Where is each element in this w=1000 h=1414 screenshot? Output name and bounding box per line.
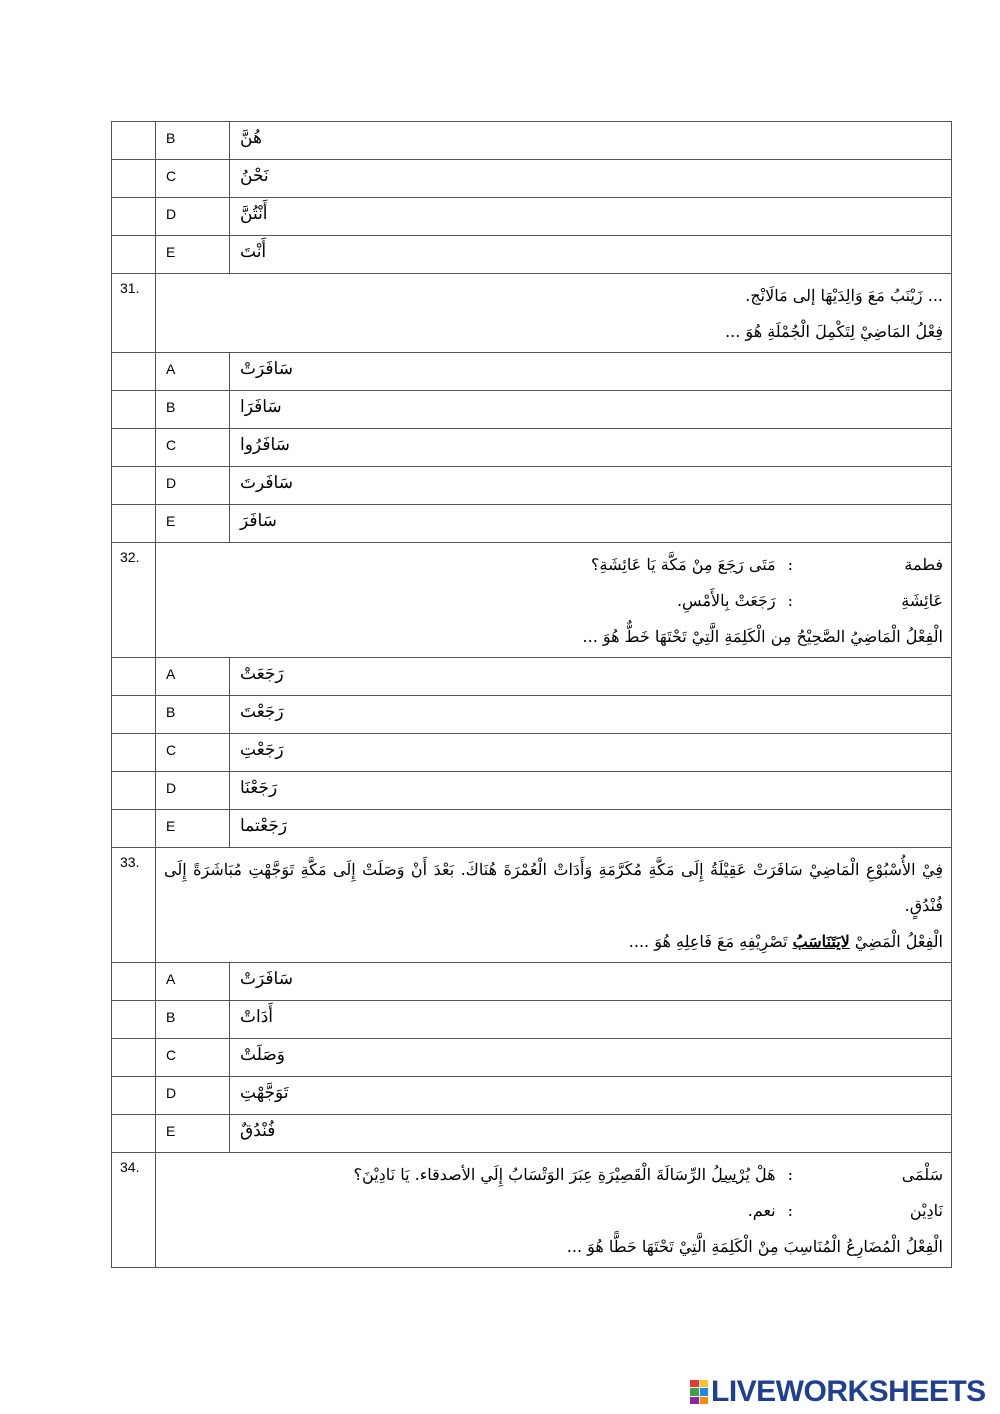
logo-icon [690, 1380, 708, 1404]
number-cell [112, 160, 156, 198]
question-paragraph: فِيْ الأُسْبُوْعِ الْمَاضِيْ سَافَرَتْ عَقِيْلَةُ إِلَى مَكَّةِ مُكَرَّمَةِ وَأَدَاتْ الْعُمْرَةَ هُنَاكَ. بَعْدَ أَنْ وَصَلَتْ إِلَى مَكَّةِ تَوَجَّهْتِ مُبَاشَرَةً إِلَى فُنْدُقٍ. [164, 860, 943, 915]
number-cell [112, 1039, 156, 1077]
question-text [156, 543, 952, 658]
option-row [112, 122, 952, 160]
worksheet-table [111, 121, 952, 1268]
dialogue-text: نعم. [747, 1201, 776, 1220]
option-row [112, 658, 952, 696]
option-letter: C [156, 429, 230, 467]
option-row [112, 696, 952, 734]
option-row [112, 160, 952, 198]
question-text [156, 1153, 952, 1268]
option-text[interactable]: أَدَاتْ [230, 1001, 952, 1039]
colon: : [787, 1165, 793, 1184]
question-line: ... زَيْنَبُ مَعَ وَالِدَيْهَا إلى مَالَانْج. [745, 286, 943, 305]
option-text[interactable]: سَافَرُوا [230, 429, 952, 467]
option-letter: E [156, 505, 230, 543]
question-text-part: تَصْرِيْفِهِ مَعَ فَاعِلِهِ هُوَ .... [628, 932, 793, 951]
option-letter: C [156, 160, 230, 198]
number-cell [112, 1001, 156, 1039]
option-text[interactable]: أَنْتُنَّ [230, 198, 952, 236]
option-letter: A [156, 658, 230, 696]
option-letter: C [156, 734, 230, 772]
option-text[interactable]: تَوَجَّهْتِ [230, 1077, 952, 1115]
option-letter: A [156, 353, 230, 391]
question-line: فِعْلُ المَاضِيْ لِتَكْمِلَ الْجُمْلَةِ هُوَ ... [725, 322, 943, 341]
option-letter: D [156, 1077, 230, 1115]
question-number: 34. [112, 1153, 156, 1268]
speaker-name: عَائِشَةِ [901, 591, 943, 610]
option-letter: B [156, 391, 230, 429]
dialogue-line [164, 583, 943, 619]
option-text[interactable]: سَافَرَ [230, 505, 952, 543]
option-letter: E [156, 1115, 230, 1153]
dialogue-text: هَلْ [749, 1165, 776, 1184]
number-cell [112, 353, 156, 391]
question-row [112, 274, 952, 353]
number-cell [112, 122, 156, 160]
underlined-word: يُرْسِلُ [711, 1165, 750, 1184]
number-cell [112, 1077, 156, 1115]
question-row [112, 543, 952, 658]
option-letter: C [156, 1039, 230, 1077]
question-text [156, 274, 952, 353]
speaker-name: فطمة [904, 555, 943, 574]
number-cell [112, 236, 156, 274]
option-text[interactable]: رَجَعْتِ [230, 734, 952, 772]
colon: : [787, 1201, 793, 1220]
option-row [112, 353, 952, 391]
speaker-name: نَادِيْن [909, 1201, 943, 1220]
option-text[interactable]: رَجَعْتَ [230, 696, 952, 734]
logo-text: LIVEWORKSHEETS [711, 1375, 986, 1408]
number-cell [112, 772, 156, 810]
number-cell [112, 963, 156, 1001]
option-row [112, 236, 952, 274]
option-letter: D [156, 772, 230, 810]
question-row [112, 848, 952, 963]
option-text[interactable]: رَجَعْتما [230, 810, 952, 848]
number-cell [112, 1115, 156, 1153]
number-cell [112, 429, 156, 467]
number-cell [112, 198, 156, 236]
option-row [112, 505, 952, 543]
number-cell [112, 734, 156, 772]
option-row [112, 1001, 952, 1039]
number-cell [112, 696, 156, 734]
number-cell [112, 505, 156, 543]
option-letter: E [156, 810, 230, 848]
option-text[interactable]: سَافَرَتْ [230, 353, 952, 391]
question-number: 31. [112, 274, 156, 353]
option-text[interactable]: هُنَّ [230, 122, 952, 160]
dialogue-line [164, 1157, 943, 1193]
option-row [112, 963, 952, 1001]
option-row [112, 734, 952, 772]
question-number: 33. [112, 848, 156, 963]
question-text [156, 848, 952, 963]
underlined-word: رَجَعَ [717, 555, 744, 574]
liveworksheets-logo [690, 1372, 986, 1412]
option-row [112, 1039, 952, 1077]
question-line [164, 924, 943, 960]
question-text-part: الْفِعْلُ الْمَضِيْ [849, 932, 943, 951]
option-text[interactable]: أَنْتَ [230, 236, 952, 274]
number-cell [112, 391, 156, 429]
option-row [112, 429, 952, 467]
speaker-name: سَلْمَى [901, 1165, 943, 1184]
option-text[interactable]: سَافَرَا [230, 391, 952, 429]
option-text[interactable]: سَافَرتَ [230, 467, 952, 505]
option-letter: B [156, 1001, 230, 1039]
question-line: الْفِعْلُ الْمَاضِيُ الصَّحِيْحُ مِن الْكَلِمَةِ الَّتِيْ تَحْتَهَا خَطٌّ هُوَ ... [582, 627, 943, 646]
dialogue-text: الرِّسَالَةَ الْقَصِيْرَةِ عِبَرَ الوَتْسَابُ إِلَي الأصدقاء. يَا نَادِيْنَ؟ [353, 1165, 712, 1184]
dialogue-line [164, 1193, 943, 1229]
option-letter: E [156, 236, 230, 274]
option-text[interactable]: سَافَرَتْ [230, 963, 952, 1001]
number-cell [112, 810, 156, 848]
option-text[interactable]: رَجَعْنَا [230, 772, 952, 810]
option-text[interactable]: رَجَعَتْ [230, 658, 952, 696]
option-row [112, 198, 952, 236]
option-letter: D [156, 198, 230, 236]
emphasized-word: لايَتَنَاسَبُ [792, 932, 850, 951]
option-letter: B [156, 122, 230, 160]
question-line: الْفِعْلُ الْمُضَارِعُ الْمُنَاسِبَ مِنْ الْكَلِمَةِ الَّتِيْ تَحْتَهَا حَطًّا هُوَ ... [566, 1237, 943, 1256]
option-text[interactable]: نَحْنُ [230, 160, 952, 198]
dialogue-line [164, 547, 943, 583]
dialogue-text: مَتَى [743, 555, 776, 574]
dialogue-text: مِنْ مَكَّة يَا عَائِشَةِ؟ [591, 555, 718, 574]
dialogue-text: رَجَعَتْ بِالأَمْسِ. [676, 591, 776, 610]
question-row [112, 1153, 952, 1268]
option-letter: B [156, 696, 230, 734]
option-row [112, 772, 952, 810]
option-row [112, 1077, 952, 1115]
option-row [112, 1115, 952, 1153]
question-number: 32. [112, 543, 156, 658]
number-cell [112, 658, 156, 696]
option-text[interactable]: فُنْدُقٌ [230, 1115, 952, 1153]
option-row [112, 810, 952, 848]
colon: : [787, 555, 793, 574]
colon: : [787, 591, 793, 610]
option-row [112, 467, 952, 505]
option-letter: D [156, 467, 230, 505]
number-cell [112, 467, 156, 505]
option-text[interactable]: وَصَلَتْ [230, 1039, 952, 1077]
option-letter: A [156, 963, 230, 1001]
option-row [112, 391, 952, 429]
